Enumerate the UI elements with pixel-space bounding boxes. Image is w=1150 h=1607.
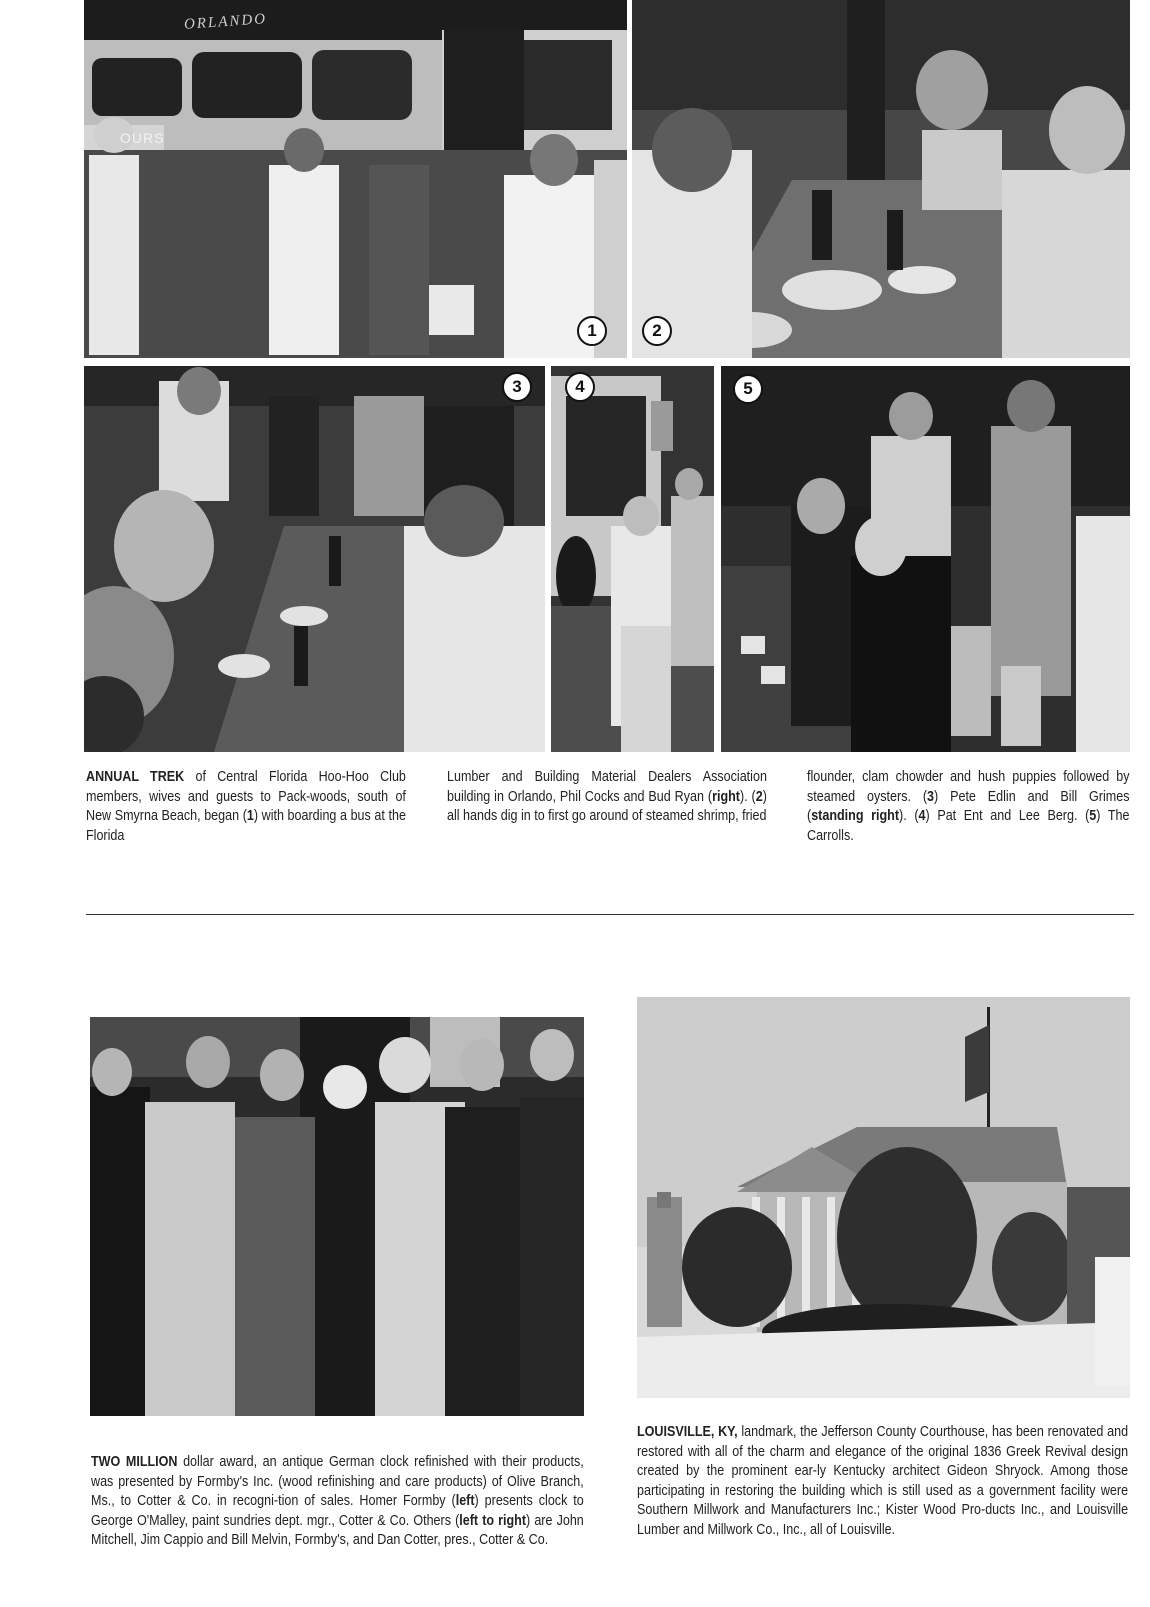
photo-4-bus-wave [551, 366, 714, 752]
photo-jefferson-county-courthouse [637, 997, 1130, 1398]
bus-side-lettering: OURS [120, 130, 165, 146]
trek-caption-col-3: flounder, clam chowder and hush puppies followed by steamed oysters. (3) Pete Edlin and Bill Grimes (standing right). (4) Pat Ent and Lee Berg. (5) The Carrolls. [807, 769, 1130, 844]
courthouse-caption: LOUISVILLE, KY, landmark, the Jefferson County Courthouse, has been renovated and restored with all of the charm and elegance of the original 1836 Greek Revival design created by the prominent ear-ly Kentucky architect Gideon Shryock. Among those participating in restoring the building which is still used as a government facility were Southern Millwork and Manufacturers Inc.; Kister Wood Pro-ducts Inc., and Louisville Lumber and Millwork Co., Inc., all of Louisville. [637, 1424, 1129, 1538]
photo-1-bus-boarding [84, 0, 627, 358]
section-divider [86, 914, 1134, 915]
trek-caption-col-2: Lumber and Building Material Dealers Association building in Orlando, Phil Cocks and Bud Ryan (right). (2) all hands dig in to first go around of steamed shrimp, fried [447, 769, 767, 824]
photo-number-badge: 5 [733, 374, 763, 404]
photo-number-badge: 4 [565, 372, 595, 402]
award-caption: TWO MILLION dollar award, an antique German clock refinished with their products, was presented by Formby's Inc. (wood refinishing and care products) of Olive Branch, Ms., to Cotter & Co. in recogni-tion of sales. Homer Formby (left) presents clock to George O'Malley, paint sundries dept. mgr., Cotter & Co. Others (left to right) are John Mitchell, Jim Cappio and Bill Melvin, Formby's, and Dan Cotter, pres., Cotter & Co. [91, 1454, 584, 1548]
photo-5-the-carrolls [721, 366, 1130, 752]
caption-lead: LOUISVILLE, KY, [637, 1424, 738, 1440]
photo-clock-award [90, 1017, 584, 1416]
photo-2-dining-table [632, 0, 1130, 358]
caption-lead: TWO MILLION [91, 1454, 178, 1470]
caption-lead: ANNUAL TREK [86, 769, 185, 785]
photo-number-badge: 3 [502, 372, 532, 402]
bus-destination-sign: ORLANDO [183, 11, 268, 33]
photo-number-badge: 2 [642, 316, 672, 346]
photo-3-buffet-line [84, 366, 545, 752]
photo-number-badge: 1 [577, 316, 607, 346]
trek-caption-col-1: ANNUAL TREK of Central Florida Hoo-Hoo Club members, wives and guests to Pack-woods, south of New Smyrna Beach, began (1) with boarding a bus at the Florida [86, 769, 406, 844]
